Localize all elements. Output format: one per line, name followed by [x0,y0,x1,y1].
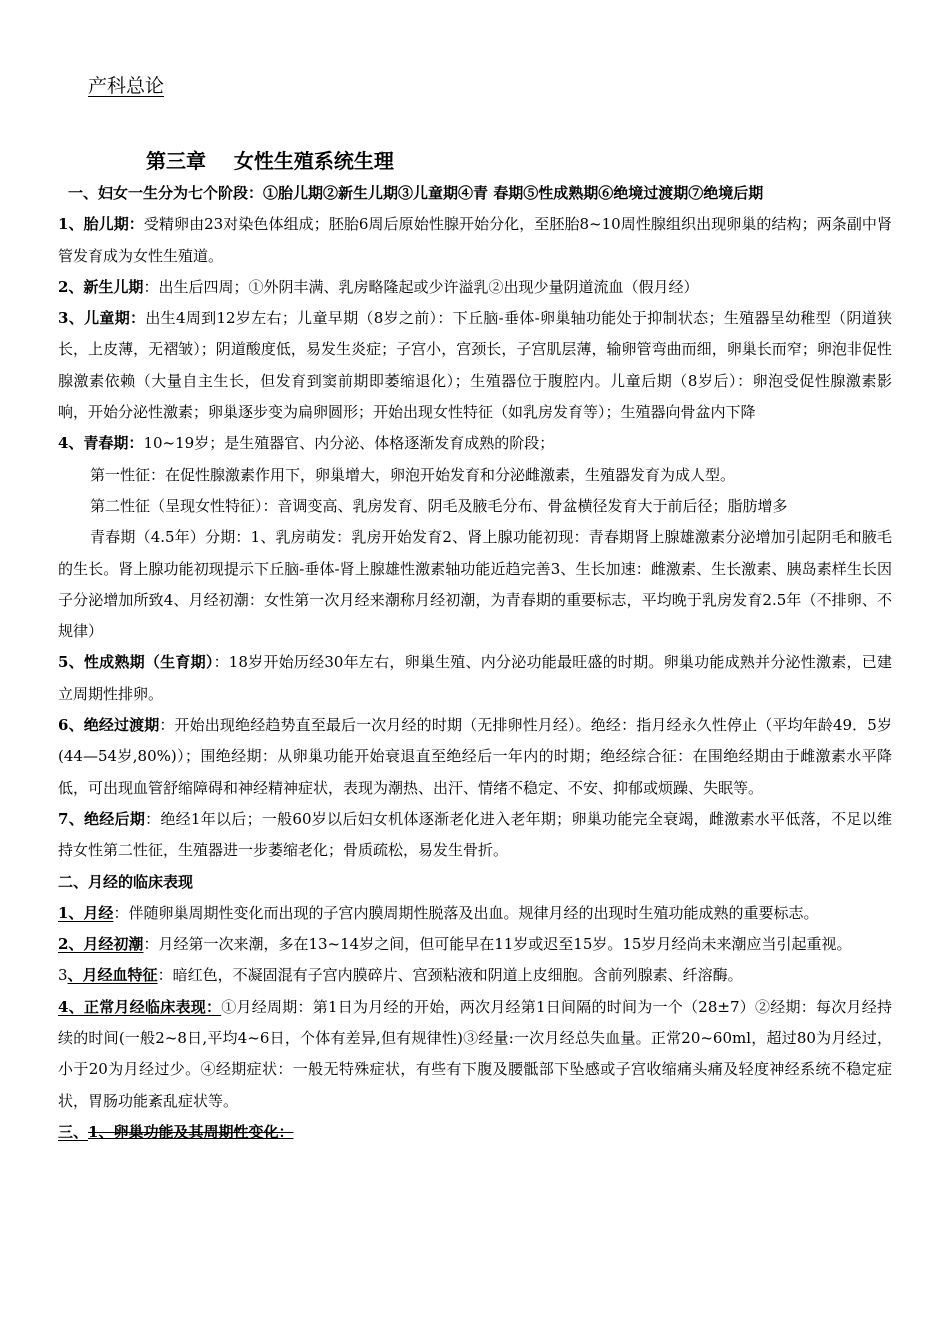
term-label: 7、绝经后期 [58,809,146,828]
paragraph-neonatal-period [58,272,892,303]
term-text: ①月经周期：第1日为月经的开始，两次月经第1日间隔的时间为一个（28±7）②经期：每次月经持续的时间(一般2~8日,平均4~6日，个体有差异,但有规律性)③经量:一次月经总失血量。正常20~60ml，超过80为月经过，小于20为月经过少。④经期症状：一般无特殊症状，有些有下腹及腰骶部下坠感或子宫收缩痛头痛及轻度神经系统不稳定症状，胃肠功能紊乱症状等。 [58,997,892,1110]
paragraph-fetal-period [58,209,892,272]
term-label: 、月经血特征 [67,966,158,985]
term-text: 10~19岁；是生殖器官、内分泌、体格逐渐发育成熟的阶段； [143,434,555,453]
struck-heading-text: 1、卵巢功能及其周期性变化： [88,1122,294,1141]
paragraph-second-sex-characteristics: 第二性征（呈现女性特征）：音调变高、乳房发育、阴毛及腋毛分布、骨盆横径发育大于前后径；脂肪增多 [90,496,788,515]
section-heading-life-stages: 一、妇女一生分为七个阶段：①胎儿期②新生儿期③儿童期④青 春期⑤性成熟期⑥绝境过渡期⑦绝境后期 [68,184,764,202]
term-text: ：18岁开始历经30年左右，卵巢生殖、内分泌功能最旺盛的时期。卵巢功能成熟并分泌性激素，已建立周期性排卵。 [58,653,892,703]
term-text: ：开始出现绝经趋势直至最后一次月经的时期（无排卵性月经）。绝经：指月经永久性停止（平均年龄49．5岁(44—54岁,80%)）；围绝经期：从卵巢功能开始衰退直至绝经后一年内的时期；绝经综合征：在围绝经期由于雌激素水平降低，可出现血管舒缩障碍和神经精神症状，表现为潮热、出汗、情绪不稳定、不安、抑郁或烦躁、失眠等。 [58,716,892,797]
term-text: ：绝经1年以后；一般60岁以后妇女机体逐渐老化进入老年期；卵巢功能完全衰竭，雌激素水平低落，不足以维持女性第二性征，生殖器进一步萎缩老化；骨质疏松，易发生骨折。 [58,809,892,860]
term-label: 1、月经 [58,903,114,922]
section-heading-ovary [58,1117,892,1148]
term-text: ：伴随卵巢周期性变化而出现的子宫内膜周期性脱落及出血。规律月经的出现时生殖功能成熟的重要标志。 [113,903,819,922]
paragraph-reproductive-period [58,647,892,710]
term-text: 受精卵由23对染色体组成；胚胎6周后原始性腺开始分化，至胚胎8~10周性腺组织出现卵巢的结构；两条副中肾管发育成为女性生殖道。 [58,215,892,265]
document-body [58,178,892,1148]
paragraph-puberty [58,428,892,459]
paragraph-childhood [58,303,892,428]
term-text: ：出生后四周；①外阴丰满、乳房略隆起或少许溢乳②出现少量阴道流血（假月经） [143,277,699,296]
paragraph-menarche [58,929,892,960]
term-number: 3 [58,966,68,985]
paragraph-menstrual-blood [58,960,892,991]
chapter-title: 第三章 女性生殖系统生理 [146,149,394,173]
term-label: 5、性成熟期（生育期） [58,653,214,672]
paragraph-puberty-stages: 青春期（4.5年）分期：1、乳房萌发：乳房开始发育2、肾上腺功能初现：青春期肾上腺雄激素分泌增加引起阴毛和腋毛的生长。肾上腺功能初现提示下丘脑-垂体-肾上腺雄性激素轴功能近趋完善3、生长加速：雌激素、生长激素、胰岛素样生长因子分泌增加所致4、月经初潮：女性第一次月经来潮称月经初潮，为青春期的重要标志，平均晚于乳房发育2.5年（不排卵、不规律） [58,528,892,641]
term-label: 4、正常月经临床表现： [58,997,222,1016]
heading-prefix: 三、 [58,1122,89,1141]
paragraph-normal-menstruation [58,992,892,1117]
term-label: 1、胎儿期： [58,215,144,234]
term-text: ：月经第一次来潮，多在13~14岁之间，但可能早在11岁或迟至15岁。15岁月经尚未来潮应当引起重视。 [143,935,852,954]
term-label: 2、月经初潮 [58,935,144,954]
term-label: 2、新生儿期 [58,277,144,296]
term-label: 6、绝经过渡期 [58,716,160,735]
paragraph-menopausal-transition [58,710,892,804]
term-label: 3、儿童期： [58,309,146,328]
page-header: 产科总论 [88,75,165,97]
paragraph-postmenopause [58,804,892,867]
paragraph-first-sex-characteristics: 第一性征：在促性腺激素作用下，卵巢增大，卵泡开始发育和分泌雌激素，生殖器发育为成人型。 [90,465,736,484]
term-text: 出生4周到12岁左右；儿童早期（8岁之前）：下丘脑-垂体-卵巢轴功能处于抑制状态；生殖器呈幼稚型（阴道狭长，上皮薄，无褶皱）；阴道酸度低，易发生炎症；子宫小，宫颈长，子宫肌层薄，输卵管弯曲而细，卵巢长而窄；卵泡非促性腺激素依赖（大量自主生长，但发育到窦前期即萎缩退化）；生殖器位于腹腔内。儿童后期（8岁后）：卵泡受促性腺激素影响，开始分泌性激素；卵巢逐步变为扁卵圆形；开始出现女性特征（如乳房发育等）；生殖器向骨盆内下降 [58,309,892,422]
term-label: 4、青春期： [58,434,144,453]
section-heading-menstruation: 二、月经的临床表现 [58,872,194,891]
paragraph-menstruation [58,898,892,929]
term-text: ：暗红色，不凝固混有子宫内膜碎片、宫颈粘液和阴道上皮细胞。含前列腺素、纤溶酶。 [157,966,743,985]
